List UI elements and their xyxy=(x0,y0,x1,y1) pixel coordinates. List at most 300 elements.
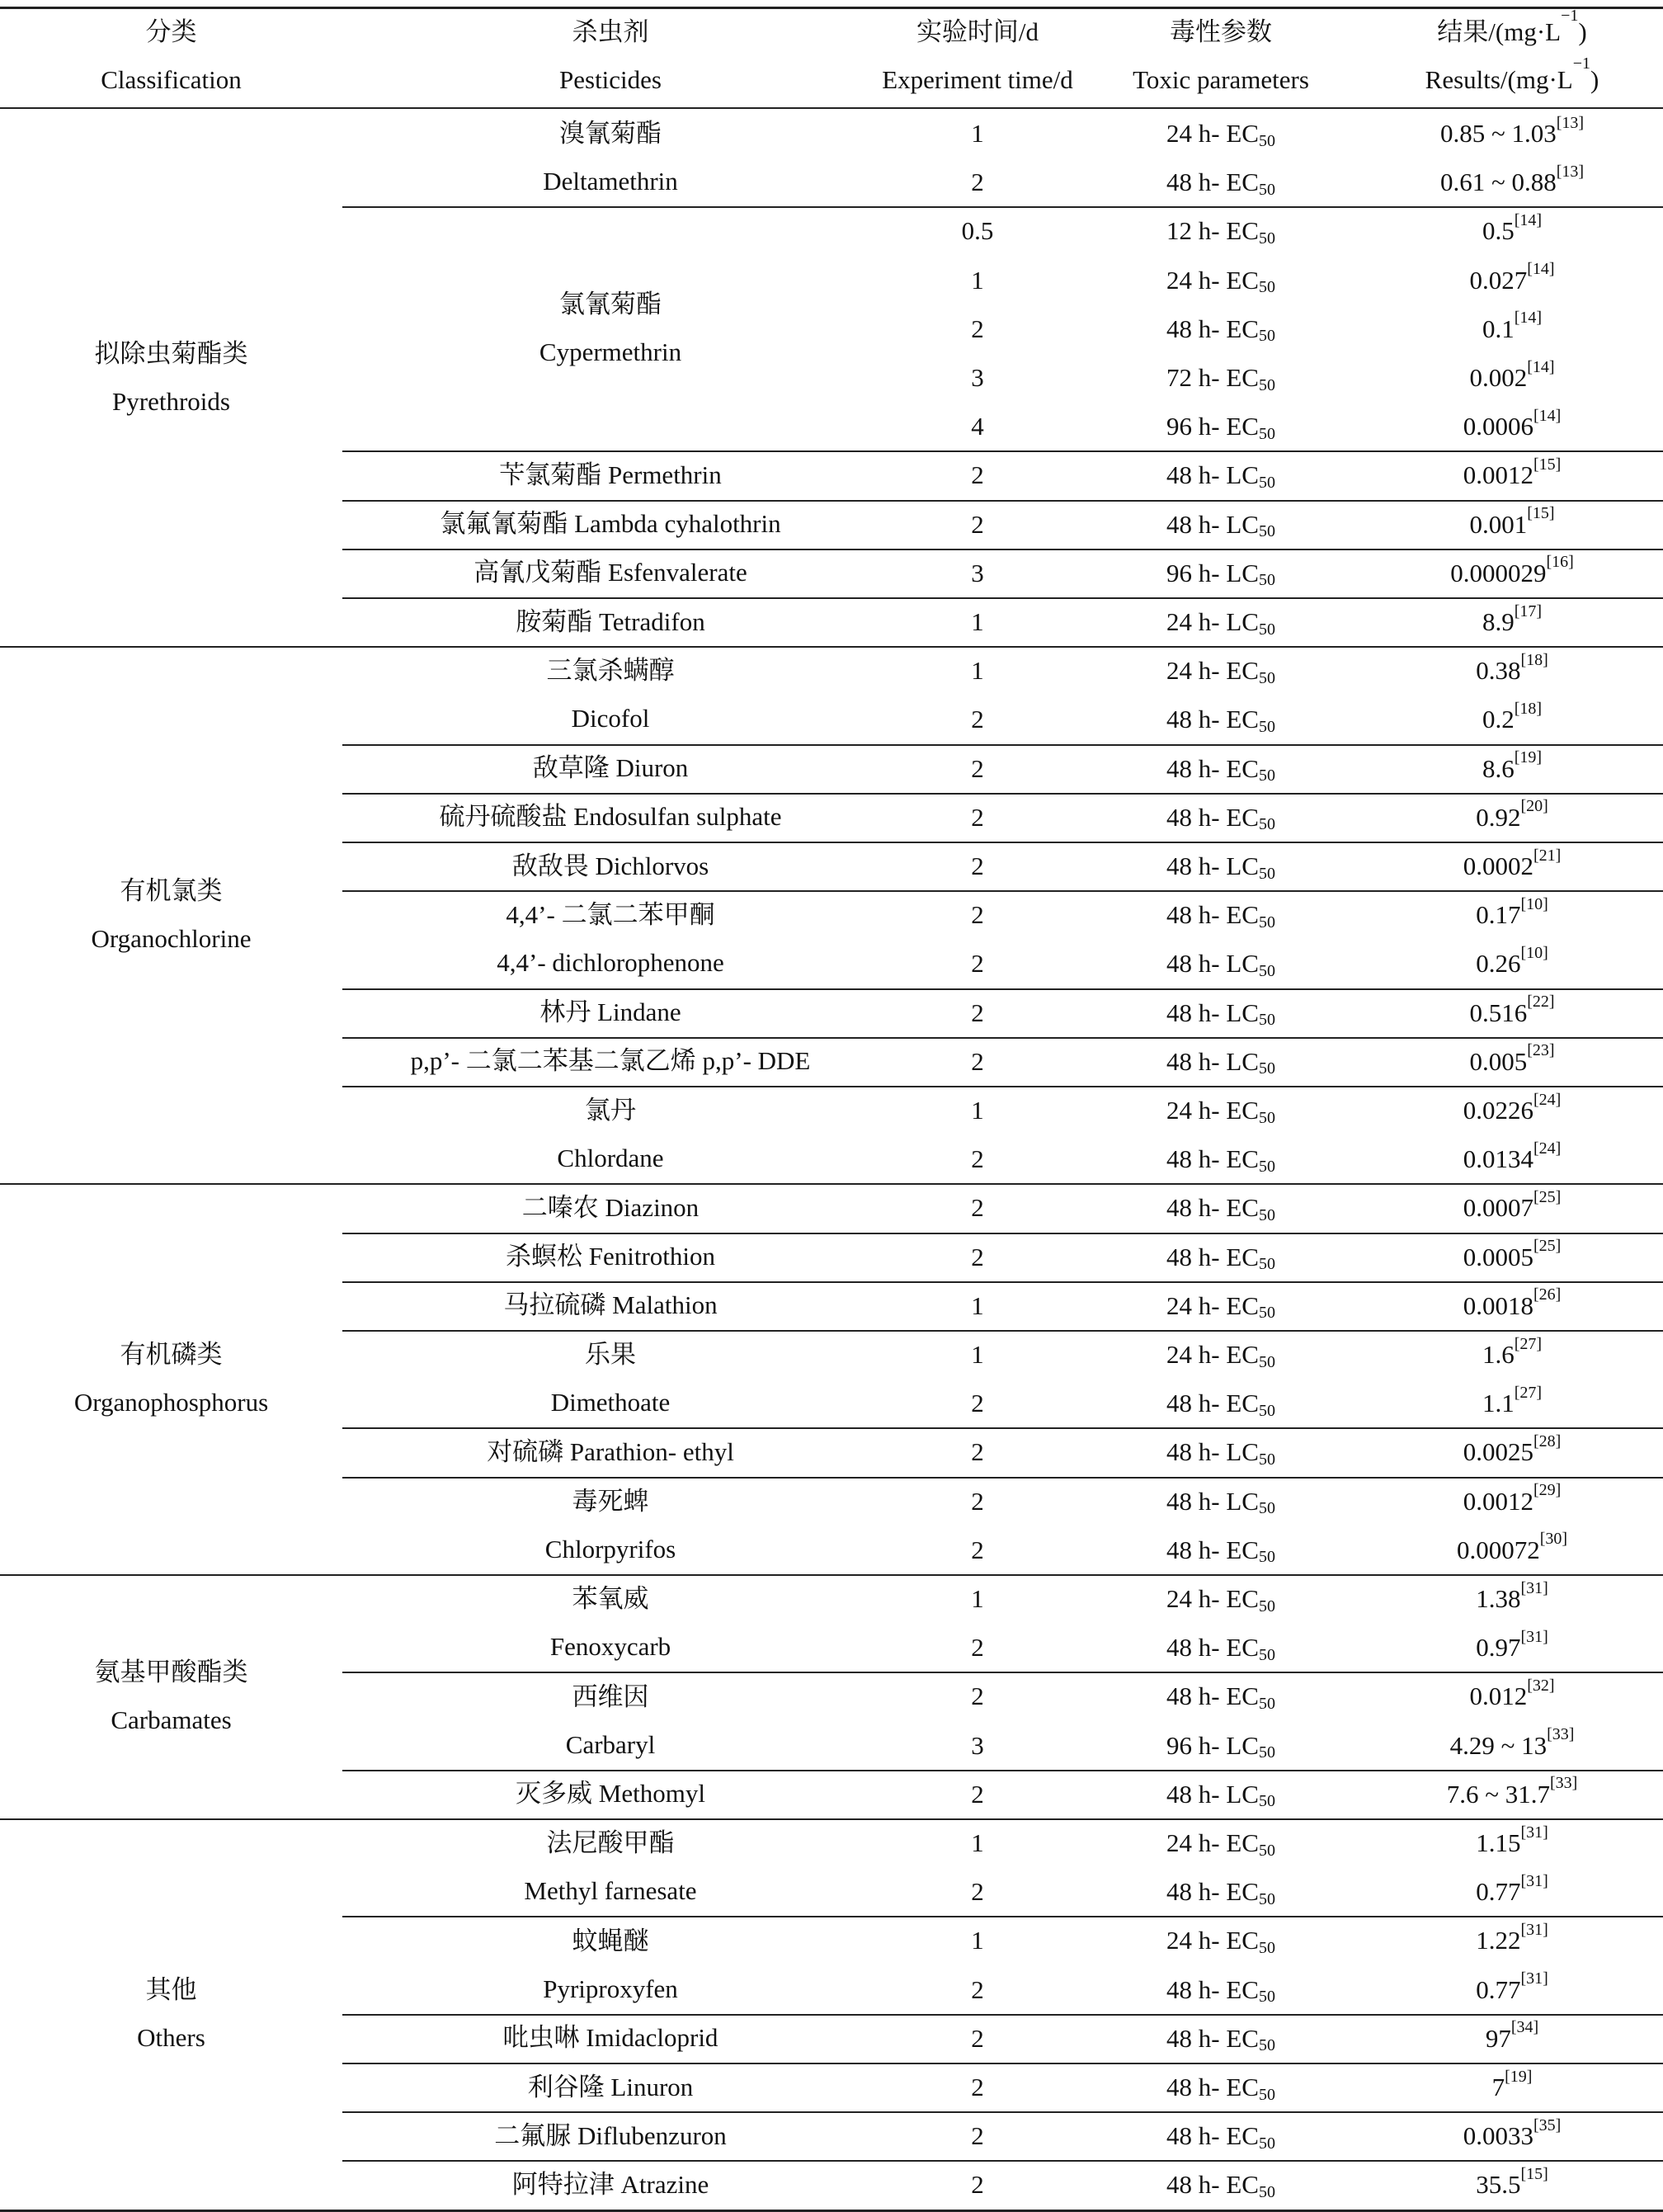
result-value: 0.38 [18] xyxy=(1476,650,1548,686)
pesticide-name-line: 马拉硫磷 Malathion xyxy=(503,1290,718,1320)
pesticide-name-line: 吡虫啉 Imidacloprid xyxy=(502,2023,718,2053)
toxic-parameter-text: 72 h- EC xyxy=(1166,363,1259,393)
pesticide-name-line: Pyriproxyfen xyxy=(543,1974,678,2003)
toxic-parameter: 48 h- LC $_{50}$ xyxy=(1166,509,1275,541)
experiment-time: 2 xyxy=(971,167,984,197)
toxic-parameter-text: 48 h- EC xyxy=(1166,1144,1259,1174)
result-value: 7 [19] xyxy=(1491,2067,1533,2102)
pesticide-name-line: 毒死蜱 xyxy=(572,1486,649,1516)
pesticide-name-line: 溴氰菊酯 xyxy=(559,119,662,149)
experiment-time: 3 xyxy=(971,1730,984,1760)
toxic-parameter: 48 h- EC $_{50}$ xyxy=(1166,2073,1275,2104)
header-result-exp: −1 xyxy=(1561,6,1579,25)
result-value: 1.1 [27] xyxy=(1482,1383,1543,1418)
result-value: 0.001 [15] xyxy=(1469,504,1555,539)
result-value-text: 0.002 xyxy=(1469,363,1528,393)
toxic-parameter-text: 48 h- EC xyxy=(1166,1242,1259,1271)
pesticide-name xyxy=(330,1818,891,1916)
pesticide-name-line: 氯丹 xyxy=(585,1096,636,1125)
toxic-parameter-text: 48 h- EC xyxy=(1166,705,1259,734)
experiment-time: 2 xyxy=(971,314,984,343)
toxic-parameter: 48 h- EC $_{50}$ xyxy=(1166,314,1275,346)
toxic-parameter: 24 h- EC $_{50}$ xyxy=(1166,1096,1275,1127)
pesticide-name xyxy=(330,1477,891,1574)
toxic-parameter-text: 48 h- LC xyxy=(1166,1486,1259,1516)
toxic-parameter: 72 h- EC $_{50}$ xyxy=(1166,363,1275,394)
result-value-text: 0.0134 xyxy=(1463,1144,1533,1174)
experiment-time: 1 xyxy=(971,1096,984,1125)
toxic-parameter: 96 h- LC $_{50}$ xyxy=(1166,1730,1275,1762)
experiment-time: 2 xyxy=(971,2121,984,2151)
pesticide-name-line: 苄氯菊酯 Permethrin xyxy=(499,460,722,489)
result-value: 0.92 [20] xyxy=(1476,797,1548,832)
experiment-time: 2 xyxy=(971,851,984,881)
result-value-text: 1.6 xyxy=(1482,1340,1515,1370)
pesticide-name xyxy=(330,842,891,890)
experiment-time: 2 xyxy=(971,1877,984,1907)
toxic-parameter: 48 h- LC $_{50}$ xyxy=(1166,998,1275,1030)
result-value-text: 0.38 xyxy=(1476,656,1521,686)
pesticide-name xyxy=(330,1086,891,1183)
toxic-parameter: 96 h- LC $_{50}$ xyxy=(1166,558,1275,590)
result-value: 0.0033 [35] xyxy=(1463,2115,1562,2151)
experiment-time: 2 xyxy=(971,509,984,539)
pesticide-name xyxy=(330,109,891,206)
experiment-time: 1 xyxy=(971,1340,984,1370)
header-time xyxy=(874,7,1081,106)
result-value-text: 1.1 xyxy=(1482,1389,1515,1418)
pesticide-name-line: Fenoxycarb xyxy=(549,1632,671,1662)
header-classification-en: Classification xyxy=(101,65,242,94)
experiment-time: 1 xyxy=(971,1584,984,1614)
header-result-zh: 结果/(mg·L xyxy=(1437,17,1562,46)
toxic-parameter-text: 48 h- EC xyxy=(1166,314,1259,343)
toxic-parameter-text: 48 h- EC xyxy=(1166,1389,1259,1418)
toxic-parameter: 48 h- EC $_{50}$ xyxy=(1166,2023,1275,2055)
classification-en: Pyrethroids xyxy=(112,386,230,416)
toxic-parameter: 48 h- EC $_{50}$ xyxy=(1166,1633,1275,1664)
toxic-parameter: 48 h- EC $_{50}$ xyxy=(1166,1535,1275,1567)
header-result-close-en: ) xyxy=(1590,65,1599,94)
pesticide-name-line: 对硫磷 Parathion- ethyl xyxy=(487,1436,734,1466)
result-value-text: 0.027 xyxy=(1469,265,1528,295)
pesticide-name xyxy=(330,744,891,793)
pesticide-name-line: 二嗪农 Diazinon xyxy=(521,1192,700,1222)
experiment-time: 2 xyxy=(971,1144,984,1174)
classification-en: Organophosphorus xyxy=(73,1388,269,1417)
result-value: 0.2 [18] xyxy=(1482,699,1543,734)
header-pesticides xyxy=(330,7,891,106)
classification-label xyxy=(0,1183,342,1574)
header-param-en: Toxic parameters xyxy=(1133,65,1309,94)
result-value-text: 0.0226 xyxy=(1463,1096,1533,1125)
toxic-parameter: 48 h- EC $_{50}$ xyxy=(1166,802,1275,834)
experiment-time: 2 xyxy=(971,460,984,490)
experiment-time: 2 xyxy=(971,1193,984,1223)
experiment-time: 1 xyxy=(971,119,984,149)
toxic-parameter: 24 h- EC $_{50}$ xyxy=(1166,1584,1275,1615)
toxic-parameter-text: 24 h- EC xyxy=(1166,1584,1259,1614)
pesticide-name-line: Carbaryl xyxy=(565,1729,656,1759)
result-value: 0.0012 [15] xyxy=(1463,455,1562,490)
toxic-parameter-text: 12 h- EC xyxy=(1166,216,1259,246)
toxic-parameter: 24 h- EC $_{50}$ xyxy=(1166,1340,1275,1371)
result-value: 0.000029 [16] xyxy=(1450,553,1574,587)
toxic-parameter: 24 h- EC $_{50}$ xyxy=(1166,656,1275,687)
toxic-parameter-text: 48 h- EC xyxy=(1166,2023,1259,2053)
header-result-close: ) xyxy=(1578,17,1587,46)
result-value-text: 4.29 ~ 13 xyxy=(1449,1730,1548,1760)
toxic-parameter: 48 h- EC $_{50}$ xyxy=(1166,1193,1275,1224)
pesticide-name-line: 阿特拉津 Atrazine xyxy=(511,2169,709,2199)
toxic-parameter-text: 48 h- EC xyxy=(1166,1681,1259,1711)
pesticide-name-line: 法尼酸甲酯 xyxy=(546,1828,675,1858)
result-value-text: 1.22 xyxy=(1476,1926,1521,1955)
result-value-text: 97 xyxy=(1485,2023,1511,2053)
toxic-parameter: 24 h- EC $_{50}$ xyxy=(1166,1926,1275,1957)
result-value-text: 0.000029 xyxy=(1450,558,1547,587)
pesticide-name xyxy=(330,988,891,1037)
pesticide-name xyxy=(330,500,891,549)
classification-en: Others xyxy=(137,2022,205,2052)
result-value: 0.0025 [28] xyxy=(1463,1431,1562,1467)
pesticide-name xyxy=(330,646,891,743)
pesticide-name xyxy=(330,1233,891,1281)
result-value: 0.012 [32] xyxy=(1469,1676,1555,1711)
experiment-time: 1 xyxy=(971,1828,984,1858)
toxic-parameter: 24 h- EC $_{50}$ xyxy=(1166,119,1275,150)
result-value-text: 35.5 xyxy=(1476,2170,1521,2200)
experiment-time: 1 xyxy=(971,656,984,686)
header-time-en: Experiment time/d xyxy=(882,65,1073,94)
experiment-time: 2 xyxy=(971,1779,984,1809)
result-value-text: 0.00072 xyxy=(1456,1535,1540,1564)
result-value-text: 0.26 xyxy=(1476,949,1521,979)
classification-zh: 拟除虫菊酯类 xyxy=(94,338,248,368)
toxic-parameter-text: 48 h- EC xyxy=(1166,900,1259,930)
result-value: 4.29 ~ 13 [33] xyxy=(1449,1725,1575,1760)
pesticide-name-line: 利谷隆 Linuron xyxy=(527,2072,694,2101)
pesticide-name-line: 苯氧威 xyxy=(572,1584,649,1614)
result-value: 0.17 [10] xyxy=(1476,894,1548,930)
header-param-zh: 毒性参数 xyxy=(1170,17,1272,46)
header-param xyxy=(1097,7,1345,106)
experiment-time: 3 xyxy=(971,363,984,393)
result-value-text: 0.0005 xyxy=(1463,1242,1533,1271)
pesticide-name-line: Dimethoate xyxy=(550,1388,671,1417)
toxic-parameter: 48 h- EC $_{50}$ xyxy=(1166,2170,1275,2201)
pesticide-name-line: Dicofol xyxy=(571,704,650,733)
pesticide-name xyxy=(330,2063,891,2111)
result-value-text: 0.85 ~ 1.03 xyxy=(1439,119,1557,149)
result-value-text: 0.0018 xyxy=(1463,1290,1533,1320)
result-value: 35.5 [15] xyxy=(1476,2164,1548,2200)
experiment-time: 3 xyxy=(971,558,984,587)
pesticide-name xyxy=(330,206,891,450)
classification-label xyxy=(0,1574,342,1818)
experiment-time: 2 xyxy=(971,1974,984,2004)
toxic-parameter-text: 48 h- LC xyxy=(1166,998,1259,1027)
result-value-text: 1.15 xyxy=(1476,1828,1521,1858)
header-classification-zh: 分类 xyxy=(145,17,197,46)
header-result xyxy=(1361,7,1663,106)
toxic-parameter: 48 h- EC $_{50}$ xyxy=(1166,1974,1275,2007)
experiment-time: 2 xyxy=(971,998,984,1027)
experiment-time: 1 xyxy=(971,1926,984,1955)
result-value-text: 0.2 xyxy=(1482,705,1515,734)
result-value-text: 0.0012 xyxy=(1463,1486,1533,1516)
result-value-text: 0.5 xyxy=(1482,216,1515,246)
toxic-parameter: 24 h- EC $_{50}$ xyxy=(1166,1828,1275,1860)
result-value-text: 0.97 xyxy=(1476,1633,1521,1663)
pesticide-name-line: Methyl farnesate xyxy=(524,1876,697,1906)
experiment-time: 2 xyxy=(971,1486,984,1516)
toxic-parameter-text: 48 h- EC xyxy=(1166,2121,1259,2151)
pesticide-name-line: Cypermethrin xyxy=(539,337,682,367)
result-value: 0.516 [22] xyxy=(1469,993,1555,1027)
toxic-parameter: 48 h- EC $_{50}$ xyxy=(1166,167,1275,199)
result-value-text: 0.17 xyxy=(1476,900,1521,930)
experiment-time: 2 xyxy=(971,1633,984,1663)
toxic-parameter-text: 24 h- EC xyxy=(1166,1290,1259,1320)
classification-en: Carbamates xyxy=(111,1705,232,1734)
result-value-text: 8.9 xyxy=(1482,607,1515,637)
pesticide-name xyxy=(330,1037,891,1086)
pesticide-name-line: 灭多威 Methomyl xyxy=(516,1779,705,1809)
toxic-parameter-text: 48 h- EC xyxy=(1166,167,1259,197)
toxic-parameter: 48 h- EC $_{50}$ xyxy=(1166,2121,1275,2153)
result-value-text: 0.0012 xyxy=(1463,460,1533,490)
toxic-parameter: 48 h- LC $_{50}$ xyxy=(1166,1046,1275,1078)
pesticide-name xyxy=(330,1183,891,1232)
toxic-parameter: 48 h- LC $_{50}$ xyxy=(1166,1437,1275,1469)
result-value: 1.38 [31] xyxy=(1476,1578,1548,1614)
result-value: 0.0007 [25] xyxy=(1463,1187,1562,1223)
toxic-parameter-text: 24 h- EC xyxy=(1166,119,1259,149)
pesticide-name xyxy=(330,1916,891,2013)
toxic-parameter-text: 24 h- EC xyxy=(1166,1096,1259,1125)
experiment-time: 1 xyxy=(971,265,984,295)
toxic-parameter-text: 48 h- EC xyxy=(1166,802,1259,832)
toxic-parameter-text: 48 h- LC xyxy=(1166,460,1259,490)
header-result-en-line xyxy=(1425,56,1599,104)
toxic-parameter: 48 h- EC $_{50}$ xyxy=(1166,900,1275,931)
experiment-time: 2 xyxy=(971,1535,984,1564)
classification-label xyxy=(0,1818,342,2210)
experiment-time: 2 xyxy=(971,1389,984,1418)
pesticide-name-line: 氯氰菊酯 xyxy=(559,290,662,319)
toxic-parameter-text: 24 h- EC xyxy=(1166,1828,1259,1858)
classification-zh: 其他 xyxy=(145,1974,197,2004)
result-value-text: 8.6 xyxy=(1482,753,1515,783)
toxic-parameter: 24 h- EC $_{50}$ xyxy=(1166,1290,1275,1323)
classification-zh: 氨基甲酸酯类 xyxy=(94,1658,248,1686)
header-time-zh: 实验时间/d xyxy=(916,17,1039,46)
toxic-parameter: 48 h- LC $_{50}$ xyxy=(1166,851,1275,883)
toxic-parameter: 48 h- EC $_{50}$ xyxy=(1166,753,1275,785)
result-value: 0.5 [14] xyxy=(1482,210,1543,246)
pesticide-name-line: 蚊蝇醚 xyxy=(572,1926,649,1955)
toxic-parameter-text: 48 h- EC xyxy=(1166,2170,1259,2200)
pesticide-name xyxy=(330,890,891,988)
result-value: 0.002 [14] xyxy=(1469,357,1555,393)
header-pesticides-en: Pesticides xyxy=(559,65,662,94)
result-value-text: 1.38 xyxy=(1476,1584,1521,1614)
table-bottom-rule xyxy=(0,2210,1663,2212)
toxic-parameter: 48 h- EC $_{50}$ xyxy=(1166,1681,1275,1713)
pesticide-name-line: 乐果 xyxy=(585,1340,636,1370)
classification-label xyxy=(0,646,342,1183)
result-value-text: 0.0006 xyxy=(1463,412,1533,441)
result-value-text: 0.77 xyxy=(1476,1877,1521,1907)
result-value-text: 0.0033 xyxy=(1463,2121,1533,2151)
result-value: 0.0012 [29] xyxy=(1463,1481,1562,1516)
pesticide-name-line: 林丹 Lindane xyxy=(539,998,681,1027)
pesticide-name-line: 4,4’- dichlorophenone xyxy=(497,948,724,978)
result-value: 0.77 [31] xyxy=(1476,1969,1548,2004)
toxic-parameter-text: 48 h- EC xyxy=(1166,2073,1259,2102)
result-value-text: 7.6 ~ 31.7 xyxy=(1446,1779,1550,1809)
header-result-en: Results/(mg·L xyxy=(1425,65,1573,94)
result-value-text: 0.0025 xyxy=(1463,1437,1533,1467)
toxic-parameter-text: 24 h- EC xyxy=(1166,265,1259,295)
toxic-parameter: 48 h- LC $_{50}$ xyxy=(1166,949,1275,980)
header-result-zh-line xyxy=(1437,8,1586,56)
result-value: 0.61 ~ 0.88 [13] xyxy=(1439,162,1585,197)
toxic-parameter: 96 h- EC $_{50}$ xyxy=(1166,412,1275,443)
result-value: 0.027 [14] xyxy=(1469,260,1555,295)
toxic-parameter: 48 h- EC $_{50}$ xyxy=(1166,1242,1275,1274)
result-value: 8.6 [19] xyxy=(1482,748,1543,783)
toxic-parameter-text: 96 h- EC xyxy=(1166,412,1259,441)
result-value: 97 [34] xyxy=(1485,2018,1539,2053)
experiment-time: 2 xyxy=(971,900,984,930)
result-value-text: 0.001 xyxy=(1469,509,1528,539)
toxic-parameter-text: 48 h- LC xyxy=(1166,1437,1259,1467)
pesticide-name-line: 西维因 xyxy=(572,1681,649,1711)
toxic-parameter: 48 h- LC $_{50}$ xyxy=(1166,1779,1275,1811)
pesticide-name xyxy=(330,1281,891,1330)
pesticide-name xyxy=(330,2014,891,2063)
result-value: 0.0018 [26] xyxy=(1463,1285,1562,1320)
toxic-parameter-text: 96 h- LC xyxy=(1166,1730,1259,1760)
toxic-parameter-text: 24 h- EC xyxy=(1166,1340,1259,1370)
pesticide-name xyxy=(330,597,891,646)
pesticide-name xyxy=(330,793,891,842)
result-value-text: 0.0002 xyxy=(1463,851,1533,881)
result-value: 1.15 [31] xyxy=(1476,1823,1548,1858)
result-value: 0.005 [23] xyxy=(1469,1041,1555,1076)
toxic-parameter-text: 48 h- EC xyxy=(1166,1535,1259,1564)
classification-en: Organochlorine xyxy=(91,923,252,953)
toxic-parameter-text: 48 h- EC xyxy=(1166,753,1259,783)
result-value-text: 0.005 xyxy=(1469,1046,1528,1076)
result-value: 0.97 [31] xyxy=(1476,1627,1548,1663)
pesticide-name xyxy=(330,2111,891,2160)
toxic-parameter-text: 48 h- LC xyxy=(1166,949,1259,979)
result-value-text: 0.61 ~ 0.88 xyxy=(1439,167,1557,197)
experiment-time: 2 xyxy=(971,1242,984,1271)
pesticide-name-line: Deltamethrin xyxy=(543,167,678,196)
experiment-time: 2 xyxy=(971,2073,984,2102)
pesticide-name xyxy=(330,1574,891,1672)
classification-zh: 有机氯类 xyxy=(120,875,223,905)
header-classification xyxy=(0,7,342,106)
pesticide-name-line: 硫丹硫酸盐 Endosulfan sulphate xyxy=(439,802,782,832)
result-value-text: 0.77 xyxy=(1476,1974,1521,2004)
toxic-parameter-text: 48 h- LC xyxy=(1166,509,1259,539)
experiment-time: 2 xyxy=(971,1046,984,1076)
pesticide-name-line: 二氟脲 Diflubenzuron xyxy=(494,2120,727,2150)
pesticide-name-line: 杀螟松 Fenitrothion xyxy=(505,1242,716,1271)
experiment-time: 2 xyxy=(971,705,984,734)
experiment-time: 2 xyxy=(971,2170,984,2200)
result-value: 0.77 [31] xyxy=(1476,1871,1548,1907)
experiment-time: 4 xyxy=(971,412,984,441)
result-value: 0.00072 [30] xyxy=(1456,1530,1568,1564)
result-value-text: 0.012 xyxy=(1469,1681,1528,1711)
header-pesticides-zh: 杀虫剂 xyxy=(572,17,649,46)
toxic-parameter: 24 h- EC $_{50}$ xyxy=(1166,265,1275,297)
pesticide-name-line: Chlordane xyxy=(557,1144,664,1173)
toxic-parameter: 48 h- EC $_{50}$ xyxy=(1166,705,1275,736)
pesticide-name-line: 胺菊酯 Tetradifon xyxy=(516,606,705,636)
result-value: 0.0006 [14] xyxy=(1463,406,1562,441)
pesticide-name xyxy=(330,2160,891,2209)
toxic-parameter-text: 48 h- LC xyxy=(1166,1046,1259,1076)
toxic-parameter-text: 48 h- LC xyxy=(1166,1779,1259,1809)
toxic-parameter-text: 24 h- LC xyxy=(1166,607,1259,637)
result-value-text: 0.0007 xyxy=(1463,1193,1533,1223)
pesticide-name xyxy=(330,549,891,597)
result-value-text: 0.92 xyxy=(1476,802,1521,832)
pesticide-name-line: Chlorpyrifos xyxy=(544,1534,676,1563)
experiment-time: 2 xyxy=(971,949,984,979)
toxic-parameter-text: 24 h- EC xyxy=(1166,656,1259,686)
result-value: 8.9 [17] xyxy=(1482,601,1543,637)
pesticide-name xyxy=(330,1770,891,1818)
pesticide-name xyxy=(330,1330,891,1427)
toxic-parameter-text: 48 h- EC xyxy=(1166,1974,1259,2004)
classification-zh: 有机磷类 xyxy=(120,1340,223,1370)
pesticide-name xyxy=(330,1427,891,1476)
toxic-parameter: 24 h- LC $_{50}$ xyxy=(1166,607,1275,639)
toxic-parameter-text: 24 h- EC xyxy=(1166,1926,1259,1955)
result-value: 1.6 [27] xyxy=(1482,1334,1543,1370)
pesticide-name-line: 敌草隆 Diuron xyxy=(532,753,689,783)
toxic-parameter: 12 h- EC $_{50}$ xyxy=(1166,216,1275,248)
experiment-time: 2 xyxy=(971,1437,984,1467)
toxic-parameter: 48 h- EC $_{50}$ xyxy=(1166,1877,1275,1908)
toxic-parameter-text: 96 h- LC xyxy=(1166,558,1259,587)
toxic-parameter: 48 h- EC $_{50}$ xyxy=(1166,1389,1275,1420)
classification-label xyxy=(0,109,342,646)
result-value: 0.0005 [25] xyxy=(1463,1237,1562,1271)
pesticide-name-line: p,p’- 二氯二苯基二氯乙烯 p,p’- DDE xyxy=(410,1046,811,1076)
result-value: 0.85 ~ 1.03 [13] xyxy=(1439,113,1585,149)
toxic-parameter-text: 48 h- LC xyxy=(1166,851,1259,881)
experiment-time: 1 xyxy=(971,607,984,637)
result-value-text: 0.1 xyxy=(1482,314,1515,343)
result-value: 0.0226 [24] xyxy=(1463,1090,1562,1125)
pesticide-name-line: 氯氟氰菊酯 Lambda cyhalothrin xyxy=(440,509,781,539)
experiment-time: 2 xyxy=(971,753,984,783)
experiment-time: 0.5 xyxy=(961,216,994,246)
experiment-time: 1 xyxy=(971,1290,984,1320)
result-value: 0.0002 [21] xyxy=(1463,846,1562,881)
experiment-time: 2 xyxy=(971,802,984,832)
result-value-text: 7 xyxy=(1491,2073,1505,2102)
